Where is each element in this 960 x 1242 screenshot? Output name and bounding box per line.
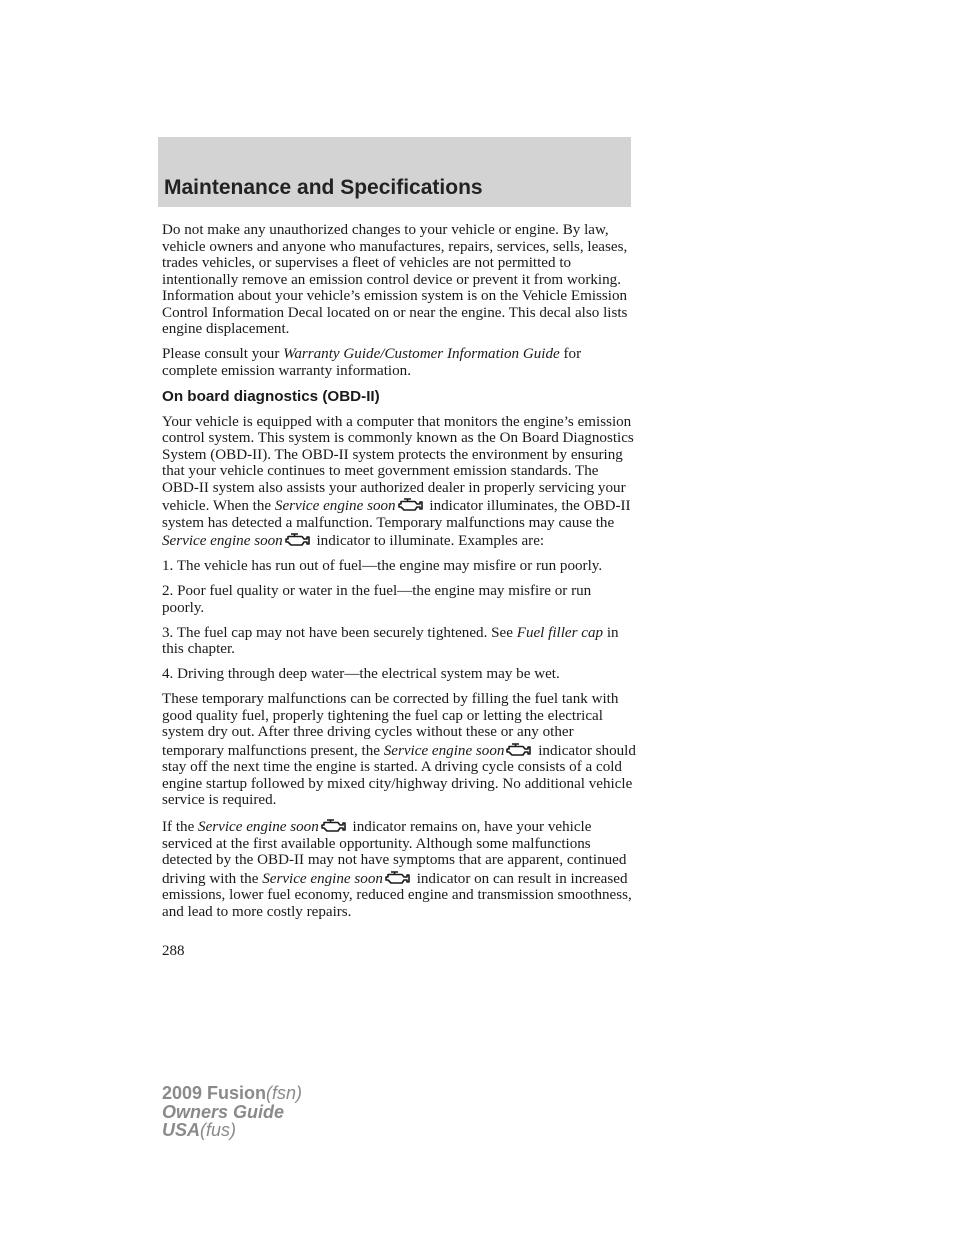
paragraph-obd-intro: Your vehicle is equipped with a computer that monitors the engine’s emission control system. This system is commonly known as the On Board Diagnostics System (OBD-II). The OBD-II system protects the environment by ensuring that your vehicle continues to meet government emission standards. The OBD-II system also assists your authorized dealer in properly servicing your vehicle. When the Service engine soon indicator illuminates, the OBD-II system has detected a malfunction. Temporary malfunctions may cause the Service engine soon indicator to illuminate. Examples are:: [162, 413, 634, 549]
service-engine-soon-reference: Service engine soon: [383, 742, 505, 759]
paragraph-temporary-malfunctions: These temporary malfunctions can be corrected by filling the fuel tank with good quality fuel, properly tightening the fuel cap or letting the electrical system dry out. After three driving cycles without these or any other temporary malfunctions present, the Service engine soon indicator should stay off the next time the engine is started. A driving cycle consists of a cold engine startup followed by mixed city/highway driving. No additional vehicle service is required.: [162, 691, 636, 808]
service-engine-soon-reference: Service engine soon: [274, 498, 396, 514]
paragraph-warranty: Please consult your Warranty Guide/Customer Information Guide for complete emission warranty information.: [162, 346, 582, 379]
fuel-filler-cap-reference: Fuel filler cap: [516, 624, 604, 641]
check-engine-icon: [283, 531, 313, 547]
check-engine-icon: [319, 817, 349, 833]
service-engine-soon-reference: Service engine soon: [262, 870, 383, 887]
footer-region-line: USA(fus): [162, 1120, 237, 1140]
footer-guide-line: Owners Guide: [162, 1101, 285, 1122]
list-item: 3. The fuel cap may not have been securely tightened. See Fuel filler cap in this chapter.: [162, 624, 619, 657]
footer-model-line: 2009 Fusion(fsn): [162, 1083, 303, 1103]
check-engine-icon: [383, 869, 413, 885]
paragraph-emission-changes: Do not make any unauthorized changes to your vehicle or engine. By law, vehicle owners and anyone who manufactures, repairs, services, sells, leases, trades vehicles, or supervises a fleet of vehicles are not permitted to intentionally remove an emission control device or prevent it from working. Information about your vehicle’s emission system is on the Vehicle Emission Control Information Decal located on or near the engine. This decal also lists engine displacement.: [162, 222, 628, 337]
body-text: [162, 222, 637, 929]
paragraph-indicator-remains-on: If the Service engine soon indicator remains on, have your vehicle serviced at the first available opportunity. Although some malfunctions detected by the OBD-II may not have symptoms that are apparent, continued driving with the Service engine soon indicator on can result in increased emissions, lower fuel economy, reduced engine and transmission smoothness, and lead to more costly repairs.: [162, 819, 632, 920]
section-heading-obd: On board diagnostics (OBD-II): [162, 387, 380, 405]
warranty-guide-reference: Warranty Guide/Customer Information Guide: [283, 346, 560, 362]
service-engine-soon-reference: Service engine soon: [198, 819, 319, 835]
list-item: 2. Poor fuel quality or water in the fuel—the engine may misfire or run poorly.: [162, 583, 592, 616]
check-engine-icon: [396, 496, 426, 512]
footer: [162, 1084, 302, 1140]
list-item: 4. Driving through deep water—the electrical system may be wet.: [162, 666, 560, 682]
check-engine-icon: [504, 741, 534, 757]
page-title: Maintenance and Specifications: [164, 176, 483, 199]
list-item: 1. The vehicle has run out of fuel—the engine may misfire or run poorly.: [162, 558, 603, 574]
service-engine-soon-reference: Service engine soon: [162, 533, 283, 549]
page-number: 288: [162, 943, 185, 959]
